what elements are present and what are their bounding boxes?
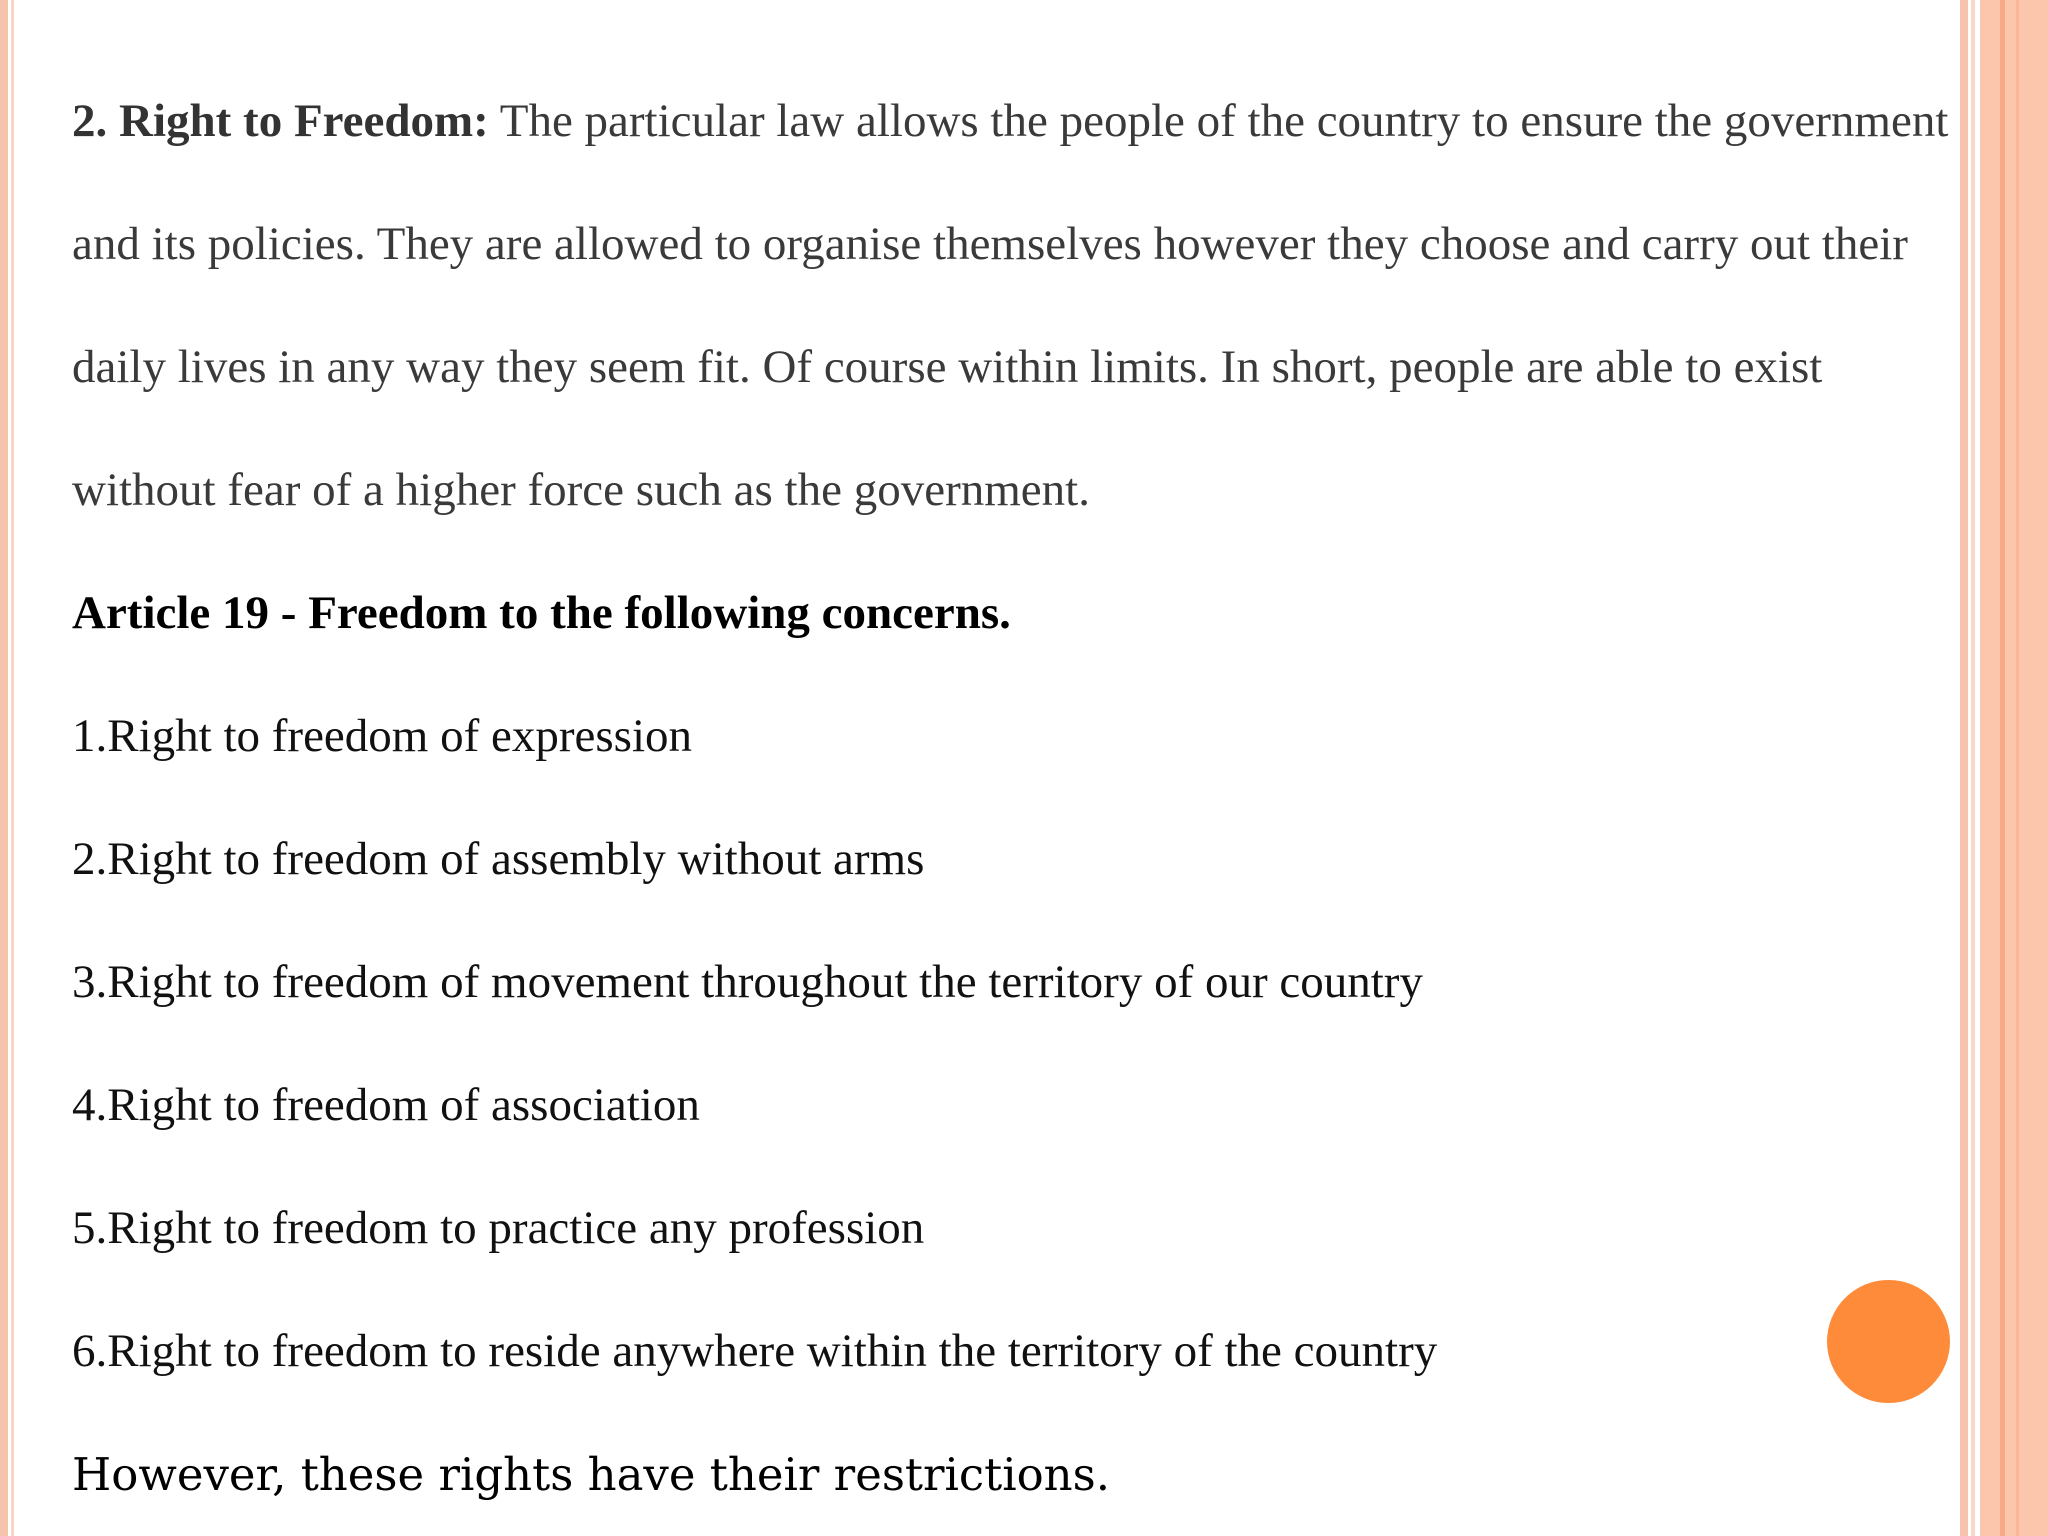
right-border-thin-stripe [1971, 0, 1975, 1536]
article-heading: Article 19 - Freedom to the following concerns. [72, 587, 1011, 639]
intro-paragraph [72, 60, 1952, 552]
list-item: 1.Right to freedom of expression [72, 710, 693, 762]
slide-content [72, 60, 1952, 1536]
right-border-stripe [1960, 0, 1968, 1536]
right-border-band [1980, 0, 2048, 1536]
list-item: 2.Right to freedom of assembly without arms [72, 833, 925, 885]
section-description: The particular law allows the people of the country to ensure the government and its policies. They are allowed to organise themselves however they choose and carry out their daily lives in any way they seem fit. Of course within limits. In short, people are able to exist without fear of a higher force such as the government. [72, 95, 1949, 516]
list-item: 3.Right to freedom of movement throughout the territory of our country [72, 956, 1423, 1008]
rights-list [72, 675, 1952, 1413]
decorative-orange-circle [1827, 1280, 1950, 1403]
right-border-accent-line [2000, 0, 2005, 1536]
closing-statement: However, these rights have their restrictions. [72, 1448, 1111, 1501]
right-border-accent-line-2 [2016, 0, 2019, 1536]
left-border-thin-stripe [11, 0, 14, 1536]
list-item: 6.Right to freedom to reside anywhere within the territory of the country [72, 1325, 1438, 1377]
list-item: 5.Right to freedom to practice any profession [72, 1202, 925, 1254]
list-item: 4.Right to freedom of association [72, 1079, 700, 1131]
left-border-stripe [0, 0, 8, 1536]
section-title: 2. Right to Freedom: [72, 95, 489, 147]
